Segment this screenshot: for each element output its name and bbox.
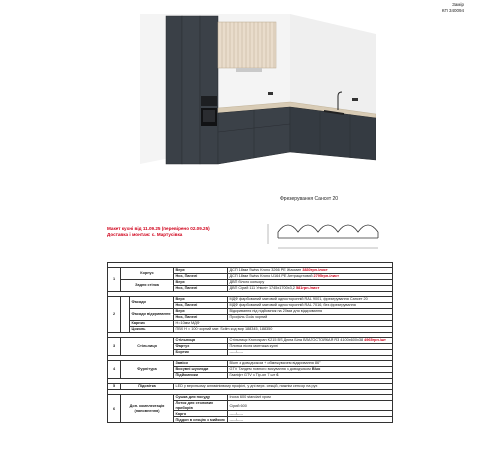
value-cell: GTV Тандем повного висування з доводчиком Bluo (228, 367, 393, 373)
detail-label: Верх (174, 297, 228, 303)
value-cell: Відкривання під підйомник на 20мм для відкривання (228, 309, 393, 315)
value-cell: ДВП Сірий 111 Унікліт 1745х1700х3,2 581грн./лист (228, 286, 393, 292)
group-label: Фурнітура (121, 361, 174, 379)
value-cell: LED у верхньому алюмінієвому профілі, у дні верх. секцій, нижнім сенсор на рух (174, 384, 393, 390)
detail-label: Верх (174, 309, 228, 315)
detail-label: Низ, Панелі (174, 315, 228, 321)
section-number: 3 (108, 338, 121, 356)
profile-sketch (258, 204, 408, 254)
detail-label: Верх (174, 268, 228, 274)
group-label: Стільниця (121, 338, 174, 356)
group-label: Фасади відкривання (130, 309, 174, 321)
group-label: Задня стінка (121, 280, 174, 292)
value-cell: Сірий 600 (228, 401, 393, 411)
section-number: 1 (108, 268, 121, 292)
value-cell: ДСП 18мм Swiss Krono 3266 PE Жасмин 3830грн./лист (228, 268, 393, 274)
kitchen-render (140, 14, 376, 182)
detail-label: Фартух (174, 344, 228, 350)
section-number: 2 (108, 297, 121, 333)
detail-label: Підйомники (174, 373, 228, 379)
table-row (108, 338, 393, 344)
detail-label: Низ, Панелі (174, 286, 228, 292)
value-cell: Стільниця Кronospan K215 BS Дюна Біла ВЛАГОСТОЙКАЯ R3 4100х600х38 4965грн./шт (228, 338, 393, 344)
header-line-1: Замір (452, 2, 464, 7)
detail-label: Піддон в секцію з мийкою (174, 417, 228, 423)
value-cell: -----/----- (228, 411, 393, 417)
group-label: Карниз (130, 321, 174, 327)
detail-label: Низ, Панелі (174, 274, 228, 280)
group-label: Фасади (130, 297, 174, 309)
value-cell: МДФ фарбований матовий односторонній RAL 9001, фрезерування Сансет 20 (228, 297, 393, 303)
value-cell: Газліфт GTV з Tip-on 7 шт 6 (228, 373, 393, 379)
group-label: Підсвітка (121, 384, 174, 390)
detail-label: Висувні шухляди (174, 367, 228, 373)
value-cell: -----/----- (228, 350, 393, 356)
notes-line-1: Макет кухні від 11.09.25 (перевірено 02.09.25) (107, 226, 210, 231)
header-line-2: КП 340094 (441, 8, 464, 13)
value-cell: ДВП білого кольору (228, 280, 393, 286)
value-cell: Плитка після монтажа кухні (228, 344, 393, 350)
project-notes (107, 226, 210, 238)
group-label: Цоколь (130, 327, 174, 333)
detail-label: Верх (174, 280, 228, 286)
value-cell: Н=10мм МДФ (174, 321, 393, 327)
profile-title: Фрезерування Сансет 20 (280, 196, 339, 202)
section-number: 4 (108, 361, 121, 379)
value-cell: -----/----- (228, 417, 393, 423)
section-number: 5 (108, 384, 121, 390)
notes-line-2: Доставка і монтаж: с. Мартусівка (107, 232, 183, 237)
value-cell: Профіль Gola чорний (228, 315, 393, 321)
value-cell: Blum з доводчиком + обмежувачем відкривання 86° (228, 361, 393, 367)
detail-label: Бортик (174, 350, 228, 356)
detail-label: Стільниця (174, 338, 228, 344)
detail-label: Карго (174, 411, 228, 417)
detail-label: Завіси (174, 361, 228, 367)
document-header (442, 2, 464, 14)
group-label: Корпус (121, 268, 174, 280)
detail-label: Низ, Панелі (174, 303, 228, 309)
milling-profile-drawing (258, 196, 408, 254)
section-number: 6 (108, 395, 121, 423)
group-label: Доп. комплектація (наповнення) (121, 395, 174, 423)
value-cell: ПВХ Н = 100 чорний мат. Scilm код вир 188345, 188350 (174, 327, 393, 333)
value-cell: Inoxa 600 standart хром (228, 395, 393, 401)
table-row (108, 297, 393, 303)
value-cell: МДФ фарбований матовий односторонній RAL 7016, без фрезерування (228, 303, 393, 309)
value-cell: ДСП 18мм Swiss Krono U164 PE Антрацитовий 2795грн./лист (228, 274, 393, 280)
detail-label: Лоток для столових приборів (174, 401, 228, 411)
detail-label: Сушка для посуду (174, 395, 228, 401)
specification-table (107, 262, 393, 423)
